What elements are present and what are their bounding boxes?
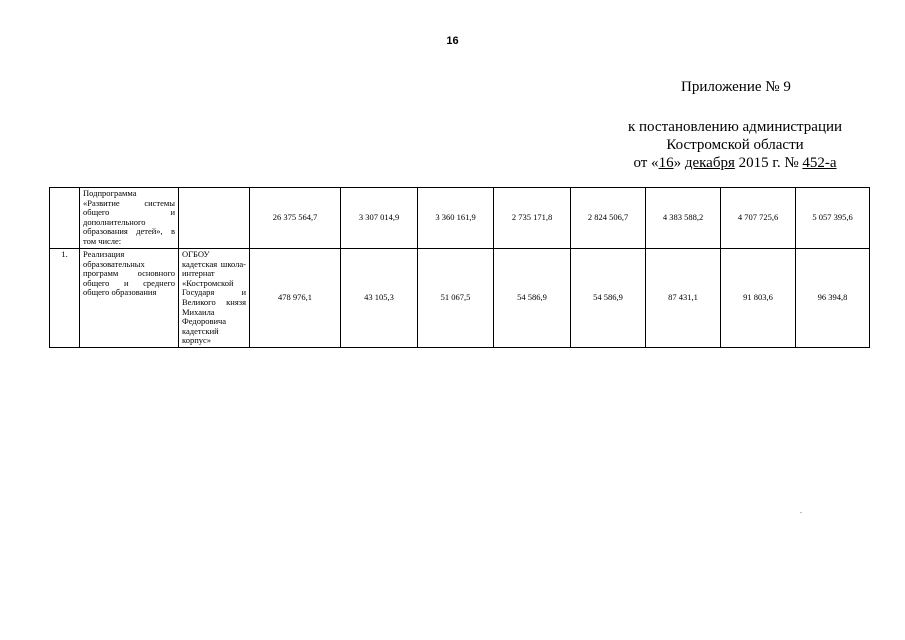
decree-prefix: от « [633,155,659,171]
value-cell: 4 707 725,6 [721,188,796,249]
value-total: 478 976,1 [250,249,341,348]
value-cell: 54 586,9 [494,249,571,348]
value-cell: 87 431,1 [646,249,721,348]
decree-day: 16 [658,155,674,171]
row-executor: ОГБОУ кадетская школа-интернат «Костромской Государя и Великого князя Михаила Федоровича кадетский корпус» [179,249,250,348]
scan-mark [800,512,802,513]
table-row [50,249,870,348]
page-number: 16 [446,35,459,47]
value-cell: 5 057 395,6 [796,188,870,249]
decree-mid: » [673,155,685,171]
row-index [50,188,80,249]
decree-line-2: Костромской области [666,137,804,153]
value-cell: 4 383 588,2 [646,188,721,249]
value-cell: 91 803,6 [721,249,796,348]
value-cell: 3 307 014,9 [341,188,418,249]
value-cell: 2 735 171,8 [494,188,571,249]
decree-month: декабря [684,155,735,171]
row-name: Реализация образовательных программ основного общего и среднего общего образования [80,249,179,348]
decree-reference [600,118,870,172]
table-row [50,188,870,249]
value-total: 26 375 564,7 [250,188,341,249]
decree-line-3 [600,154,870,172]
decree-line-1: к постановлению администрации [627,119,843,135]
value-cell: 51 067,5 [418,249,494,348]
value-cell: 3 360 161,9 [418,188,494,249]
value-cell: 2 824 506,7 [571,188,646,249]
row-name: Подпрограмма «Развитие системы общего и дополнительного образования детей», в том числе: [80,188,179,249]
budget-table [49,187,870,348]
row-index: 1. [50,249,80,348]
decree-number: 452-а [802,155,837,171]
appendix-title: Приложение № 9 [681,79,791,95]
row-executor [179,188,250,249]
decree-year: 2015 г. № [734,155,803,171]
value-cell: 54 586,9 [571,249,646,348]
value-cell: 43 105,3 [341,249,418,348]
value-cell: 96 394,8 [796,249,870,348]
